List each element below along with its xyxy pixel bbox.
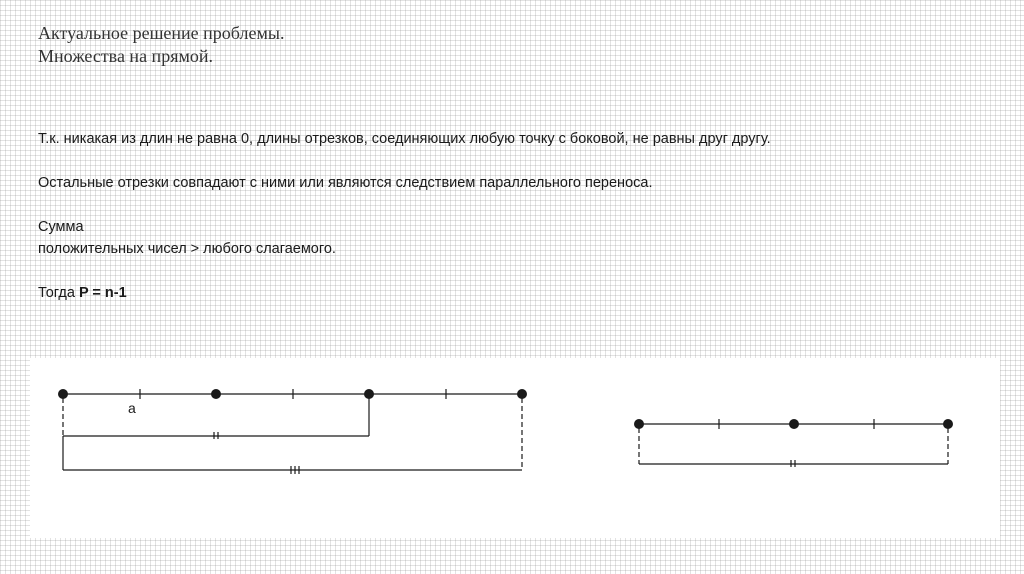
paragraph-sum-line-1: Сумма <box>38 219 84 235</box>
left-point-3 <box>364 389 374 399</box>
segments-diagram <box>30 358 1000 538</box>
left-point-4 <box>517 389 527 399</box>
right-point-2 <box>789 419 799 429</box>
conclusion-prefix: Тогда <box>38 285 79 301</box>
title-line-2: Множества на прямой. <box>38 46 213 66</box>
paragraph-conclusion <box>38 282 998 304</box>
paragraph-lengths: Т.к. никакая из длин не равна 0, длины отрезков, соединяющих любую точку с боковой, не равны друг другу. <box>38 131 771 147</box>
left-point-2 <box>211 389 221 399</box>
paragraph-sum-line-2: положительных чисел > любого слагаемого. <box>38 241 336 257</box>
title-line-1: Актуальное решение проблемы. <box>38 23 285 43</box>
diagram-panel <box>30 358 1000 538</box>
left-point-1 <box>58 389 68 399</box>
right-point-1 <box>634 419 644 429</box>
segment-label-a: a <box>128 400 136 416</box>
paragraph-segments: Остальные отрезки совпадают с ними или являются следствием параллельного переноса. <box>38 175 653 191</box>
slide-title <box>38 22 284 68</box>
slide-body <box>38 128 998 304</box>
right-point-3 <box>943 419 953 429</box>
conclusion-formula: P = n-1 <box>78 285 127 301</box>
